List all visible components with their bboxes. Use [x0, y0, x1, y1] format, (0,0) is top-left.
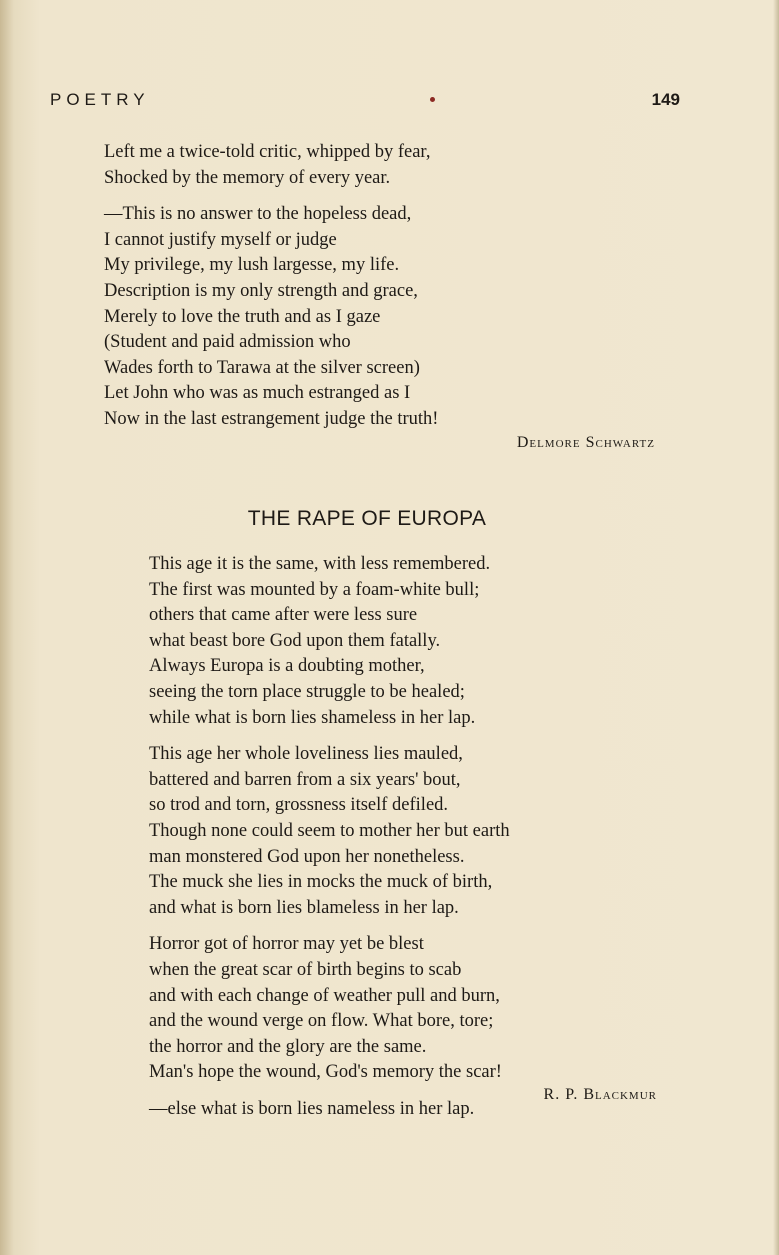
poem-line: —else what is born lies nameless in her lap. [149, 1098, 475, 1119]
poem-line: The muck she lies in mocks the muck of birth, [149, 872, 493, 893]
ornament-dot [430, 97, 435, 102]
poem-line: I cannot justify myself or judge [104, 229, 337, 250]
poem-line: Now in the last estrangement judge the truth! [104, 408, 439, 429]
poem-line: the horror and the glory are the same. [149, 1036, 427, 1057]
poem-line: This age it is the same, with less remembered. [149, 554, 491, 574]
stanza [149, 742, 510, 921]
stanza [149, 552, 510, 731]
poem-line: while what is born lies shameless in her lap. [149, 707, 476, 728]
poem-line: man monstered God upon her nonetheless. [149, 846, 465, 867]
poem-line: This age her whole loveliness lies mauled, [149, 744, 463, 765]
poem-line: Man's hope the wound, God's memory the scar! [149, 1062, 502, 1083]
journal-title: POETRY [50, 90, 150, 109]
stanza [149, 932, 510, 1086]
poem-line: when the great scar of birth begins to scab [149, 959, 462, 980]
poem-author: R. P. Blackmur [543, 1086, 657, 1103]
stanza [149, 1097, 510, 1123]
poem-title: THE RAPE OF EUROPA [247, 507, 487, 530]
poem-line: Though none could seem to mother her but earth [149, 820, 510, 841]
poem-line: and what is born lies blameless in her lap. [149, 897, 459, 918]
poem-line: Description is my only strength and grace, [104, 280, 418, 301]
poem-body [149, 552, 510, 1133]
poem-line: The first was mounted by a foam-white bull; [149, 579, 480, 600]
poem-line: what beast bore God upon them fatally. [149, 630, 441, 651]
poem-continued [104, 140, 438, 444]
poem-line: Let John who was as much estranged as I [104, 383, 411, 404]
poem-line: Left me a twice-told critic, whipped by fear, [104, 142, 431, 162]
page-number: 149 [651, 90, 680, 109]
poem-line: and with each change of weather pull and burn, [149, 985, 500, 1006]
poem-line: and the wound verge on flow. What bore, tore; [149, 1011, 494, 1032]
stanza [104, 140, 438, 191]
poem-line: Horror got of horror may yet be blest [149, 934, 424, 955]
poem-line: battered and barren from a six years' bout, [149, 769, 461, 790]
poem-line: seeing the torn place struggle to be healed; [149, 681, 465, 702]
stanza [104, 202, 438, 432]
poem-author: Delmore Schwartz [516, 434, 655, 451]
poem-line: others that came after were less sure [149, 605, 418, 626]
poem-line: —This is no answer to the hopeless dead, [104, 204, 412, 225]
running-header [50, 90, 680, 112]
poem-line: (Student and paid admission who [104, 332, 351, 353]
poem-line: Always Europa is a doubting mother, [149, 656, 425, 677]
poem-line: so trod and torn, grossness itself defiled. [149, 795, 449, 816]
poem-line: Shocked by the memory of every year. [104, 167, 391, 188]
poem-line: My privilege, my lush largesse, my life. [104, 255, 400, 276]
poem-line: Merely to love the truth and as I gaze [104, 306, 381, 327]
poem-line: Wades forth to Tarawa at the silver screen) [104, 357, 420, 378]
